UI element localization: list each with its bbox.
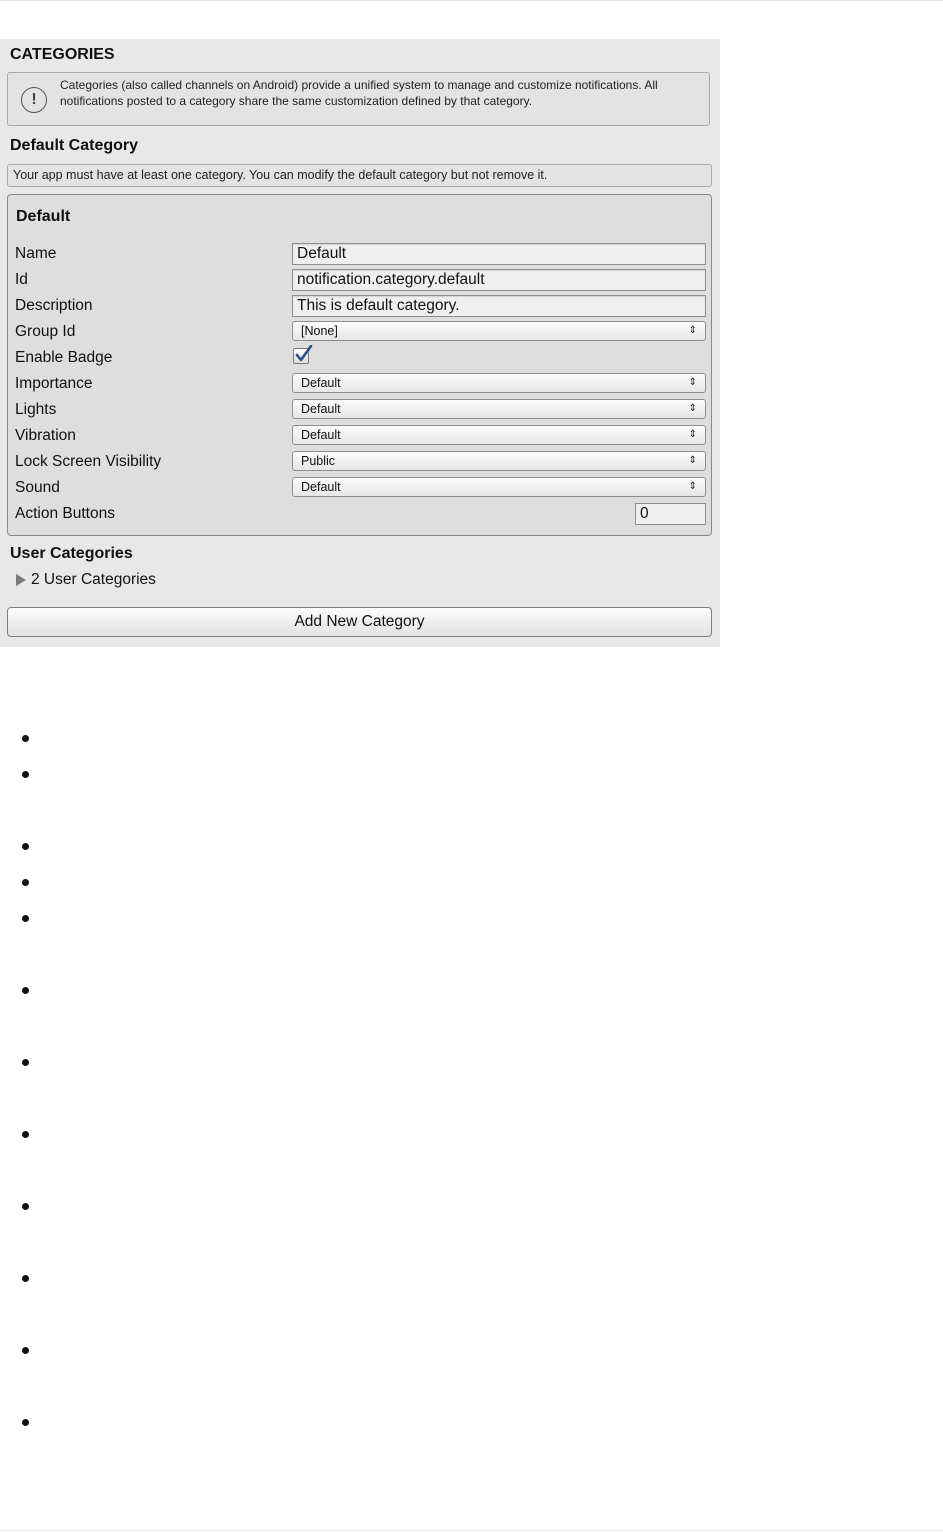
checkmark-icon (294, 345, 314, 363)
notification-categories-panel (0, 39, 720, 647)
list-item-bullet (22, 735, 29, 742)
importance-label: Importance (15, 375, 93, 392)
updown-arrow-icon: ⇕ (688, 429, 697, 440)
description-field[interactable]: This is default category. (292, 295, 706, 317)
list-item-bullet (22, 987, 29, 994)
default-category-header: Default (16, 208, 71, 225)
enable-badge-label: Enable Badge (15, 349, 113, 366)
default-category-hint: Your app must have at least one category. You can modify the default category but not remove it. (7, 164, 712, 187)
list-item-bullet (22, 1347, 29, 1354)
updown-arrow-icon: ⇕ (688, 325, 697, 336)
lights-label: Lights (15, 401, 57, 418)
importance-value: Default (301, 376, 341, 390)
group-id-dropdown[interactable] (292, 321, 706, 341)
list-item-bullet (22, 915, 29, 922)
lights-value: Default (301, 402, 341, 416)
list-item-bullet (22, 843, 29, 850)
list-item-bullet (22, 771, 29, 778)
enable-badge-checkbox[interactable] (293, 348, 309, 364)
sound-value: Default (301, 480, 341, 494)
id-label: Id (15, 271, 28, 288)
sound-label: Sound (15, 479, 60, 496)
vibration-value: Default (301, 428, 341, 442)
user-categories-foldout-label: 2 User Categories (31, 571, 156, 588)
list-item-bullet (22, 1059, 29, 1066)
description-label: Description (15, 297, 93, 314)
triangle-right-icon (16, 574, 26, 586)
categories-info-text: Categories (also called channels on Android) provide a unified system to manage and customize notifications. All notifications posted to a category share the same customization defined by that category. (60, 78, 658, 108)
lock-screen-visibility-label: Lock Screen Visibility (15, 453, 162, 470)
updown-arrow-icon: ⇕ (688, 403, 697, 414)
name-label: Name (15, 245, 57, 262)
action-buttons-label: Action Buttons (15, 505, 115, 522)
list-item-bullet (22, 1131, 29, 1138)
user-categories-foldout[interactable] (14, 570, 184, 590)
categories-info-box (7, 72, 710, 126)
vibration-dropdown[interactable] (292, 425, 706, 445)
list-item-bullet (22, 1203, 29, 1210)
add-new-category-button[interactable]: Add New Category (7, 607, 712, 637)
action-buttons-count-field[interactable]: 0 (635, 503, 706, 525)
bottom-divider (0, 1530, 943, 1531)
list-item-bullet (22, 879, 29, 886)
user-categories-title: User Categories (10, 545, 133, 562)
sound-dropdown[interactable] (292, 477, 706, 497)
lock-screen-visibility-dropdown[interactable] (292, 451, 706, 471)
updown-arrow-icon: ⇕ (688, 481, 697, 492)
updown-arrow-icon: ⇕ (688, 455, 697, 466)
importance-dropdown[interactable] (292, 373, 706, 393)
lock-screen-visibility-value: Public (301, 454, 336, 468)
group-id-label: Group Id (15, 323, 76, 340)
list-item-bullet (22, 1275, 29, 1282)
lights-dropdown[interactable] (292, 399, 706, 419)
categories-title: CATEGORIES (10, 46, 115, 63)
default-category-title: Default Category (10, 137, 139, 154)
exclamation-circle-icon: ! (21, 87, 47, 113)
vibration-label: Vibration (15, 427, 76, 444)
group-id-value: [None] (301, 324, 338, 338)
list-item-bullet (22, 1419, 29, 1426)
updown-arrow-icon: ⇕ (688, 377, 697, 388)
name-field[interactable]: Default (292, 243, 706, 265)
id-field[interactable]: notification.category.default (292, 269, 706, 291)
top-divider (0, 0, 943, 1)
